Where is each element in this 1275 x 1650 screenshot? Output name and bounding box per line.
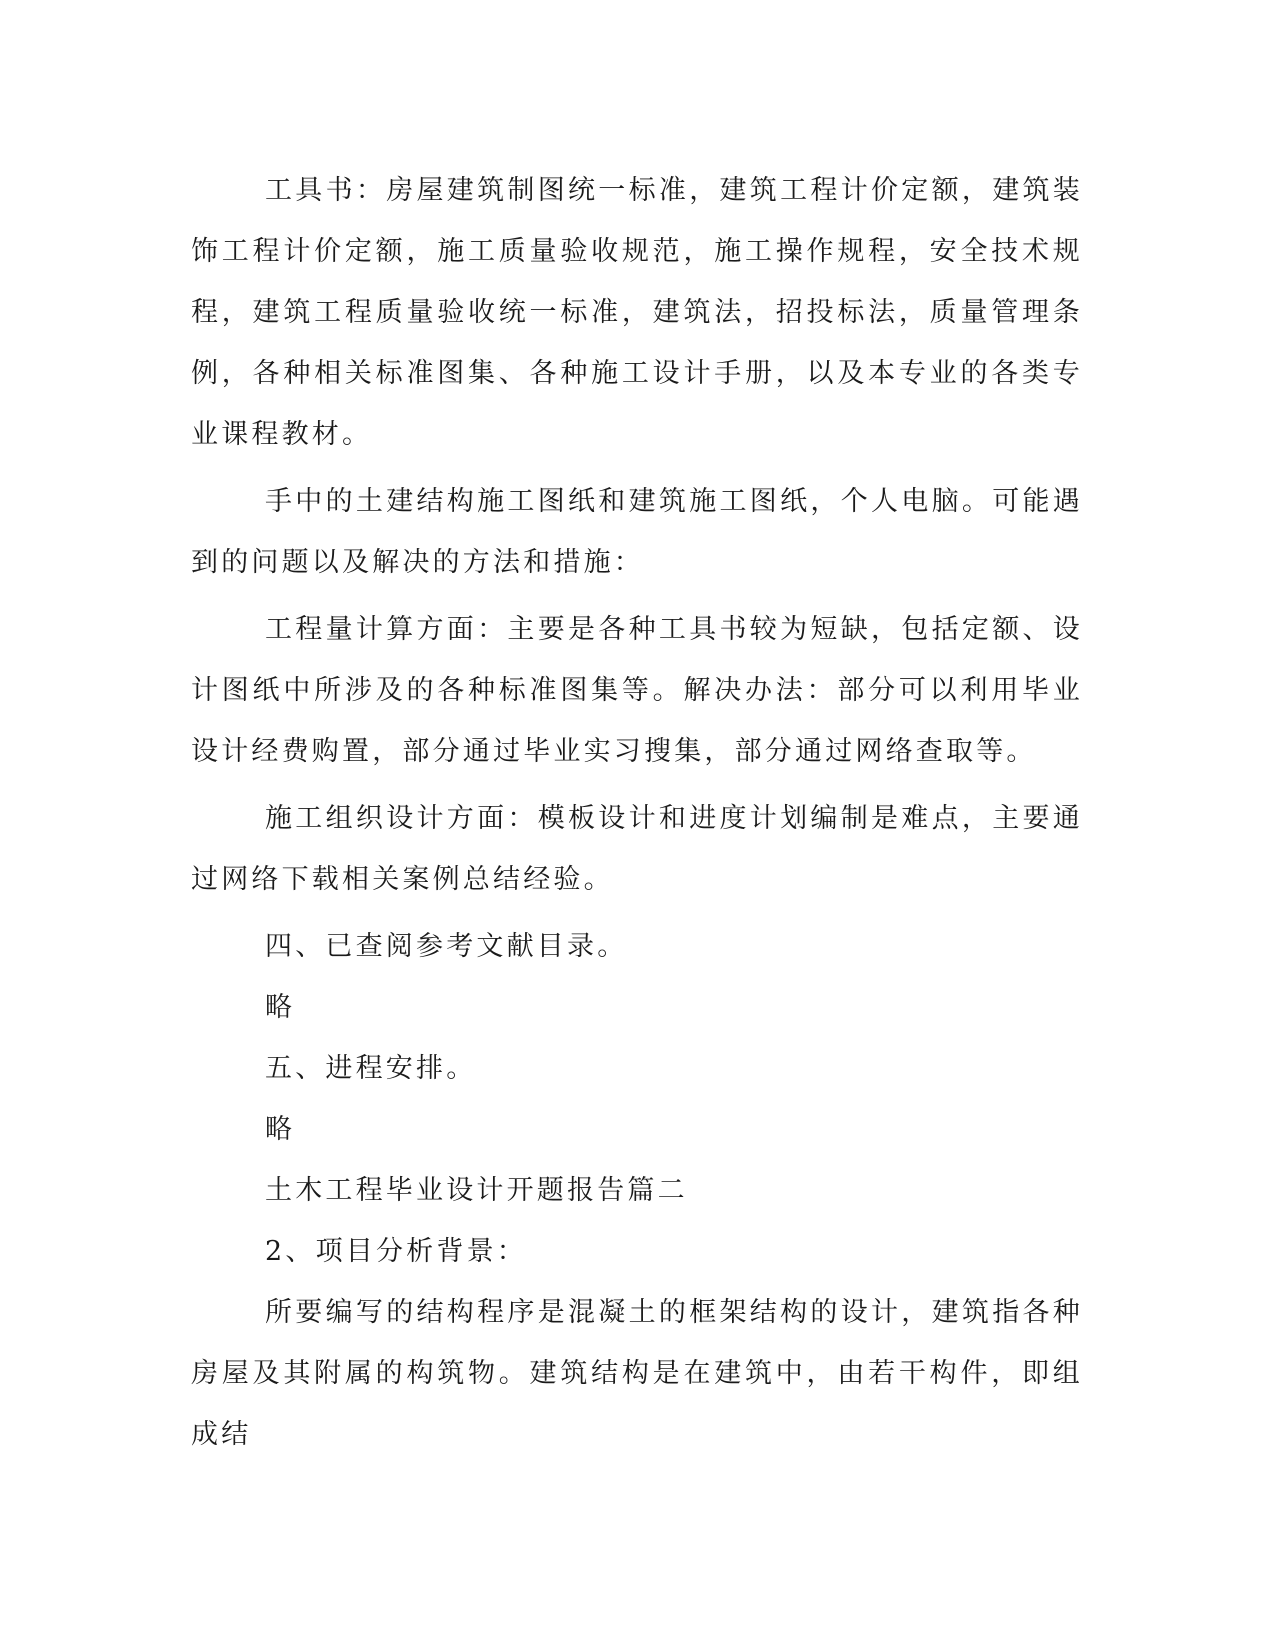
paragraph-structure-program: 所要编写的结构程序是混凝土的框架结构的设计，建筑指各种房屋及其附属的构筑物。建筑结构是在建筑中，由若干构件，即组成结 <box>191 1297 1083 1450</box>
paragraph-omitted-2: 略 <box>265 1114 296 1145</box>
paragraph-reference-books: 工具书：房屋建筑制图统一标准，建筑工程计价定额，建筑装饰工程计价定额，施工质量验收规范，施工操作规程，安全技术规程，建筑工程质量验收统一标准，建筑法，招投标法，质量管理条例，各种相关标准图集、各种施工设计手册，以及本专业的各类专业课程教材。 <box>191 175 1083 450</box>
paragraph-construction-organization: 施工组织设计方面：模板设计和进度计划编制是难点，主要通过网络下载相关案例总结经验。 <box>191 803 1083 895</box>
paragraph-drawings-and-problems: 手中的土建结构施工图纸和建筑施工图纸，个人电脑。可能遇到的问题以及解决的方法和措施： <box>191 486 1083 578</box>
paragraph-quantity-calculation: 工程量计算方面：主要是各种工具书较为短缺，包括定额、设计图纸中所涉及的各种标准图集等。解决办法：部分可以利用毕业设计经费购置，部分通过毕业实习搜集，部分通过网络查取等。 <box>191 614 1083 767</box>
section-title-part-two: 土木工程毕业设计开题报告篇二 <box>265 1175 688 1206</box>
heading-references: 四、已查阅参考文献目录。 <box>265 931 628 962</box>
document-body <box>191 160 1083 1471</box>
heading-project-background: 2、项目分析背景： <box>265 1236 527 1267</box>
paragraph-omitted-1: 略 <box>265 992 296 1023</box>
heading-schedule: 五、进程安排。 <box>265 1053 477 1084</box>
